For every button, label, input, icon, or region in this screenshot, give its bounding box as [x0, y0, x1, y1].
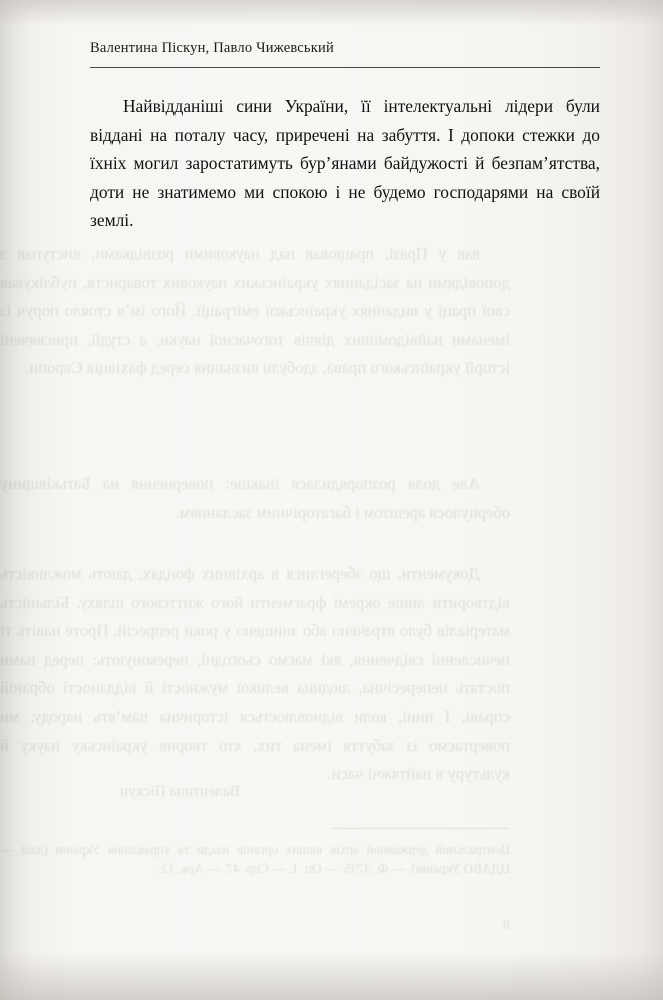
running-head-rule — [90, 67, 600, 68]
show-through-paragraph-2: Але доля розпорядилася інакше: повернення на Батьківщину обернулося арештом і багаторічним засланням. — [0, 474, 510, 522]
body-paragraph: Найвідданіші сини України, її інтелектуальні лідери були віддані на поталу часу, приречені на забуття. І допоки стежки до їхніх могил заростатимуть бур’янами байдужості й безпам’ятства, доти не знатимемо ми спокою і не будемо господарями на своїй землі. — [90, 96, 600, 230]
show-through-page-number: 8 — [503, 918, 510, 933]
show-through-paragraph-1: вав у Празі, працював над науковими розвідками, виступав з доповідями на засіданнях українських наукових товариств, публікував свої праці у виданнях української еміграції. Його ім’я стояло поруч із іменами найвідоміших діячів тогочасної науки, а студії, присвячені історії українського права, здобули визнання серед фахівців Європи. — [0, 244, 510, 378]
show-through-paragraph-3: Документи, що збереглися в архівних фондах, дають можливість відтворити лише окремі фрагменти його життєвого шляху. Більшість матеріалів було втрачено або знищено у роки репресій. Проте навіть ті нечисленні свідчення, які маємо сьогодні, переконують: перед нами постать непересічна, людина великої мужності й відданості обраній справі. І нині, коли відновлюється історична пам’ять народу, ми повертаємо із забуття імена тих, хто творив українську науку й культуру в найтяжчі часи. — [0, 564, 510, 784]
page-content — [90, 0, 600, 1000]
show-through-signature: Валентина Піскун — [120, 783, 241, 800]
show-through-footnote: Центральний державний архів вищих органів влади та управління України (далі — ЦДАВО України). — Ф. 3795. — Оп. 1. — Спр. 47. — Арк. 12. — [0, 842, 510, 876]
running-head: Валентина Піскун, Павло Чижевський — [90, 40, 334, 56]
